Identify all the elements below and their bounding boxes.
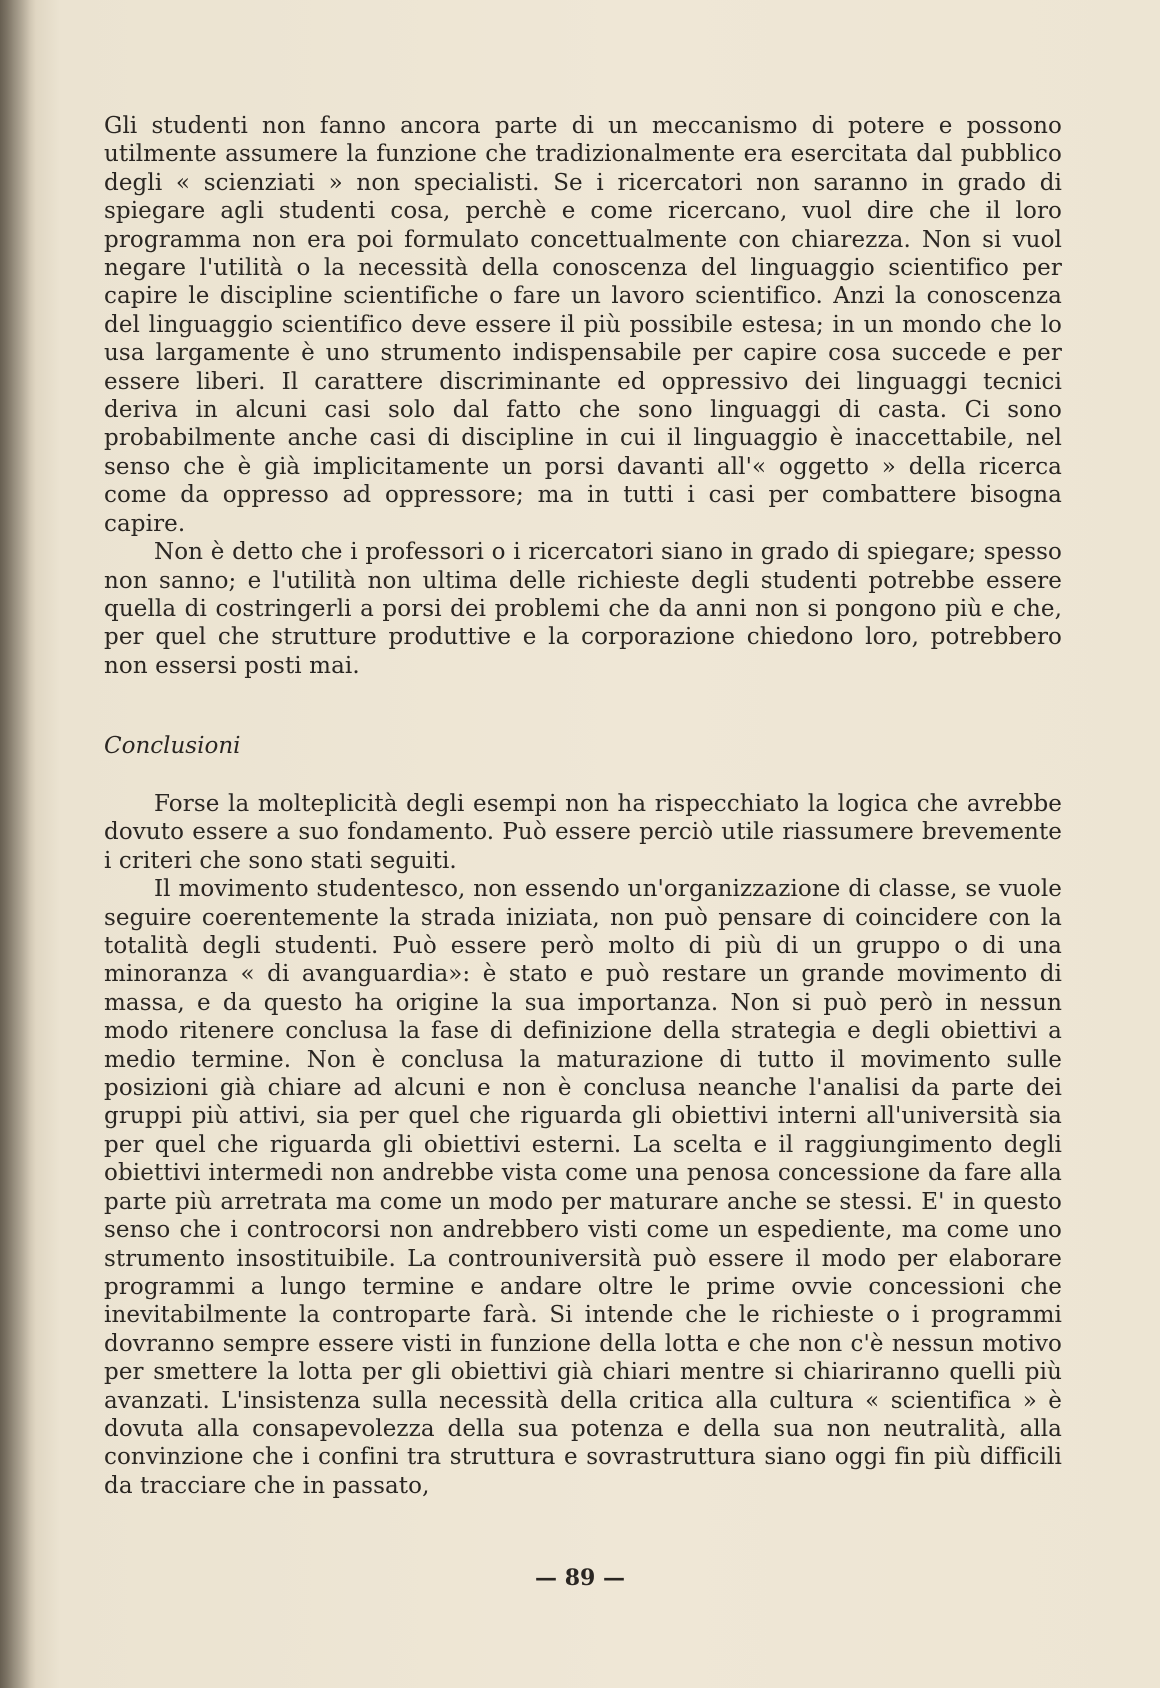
paragraph: Il movimento studentesco, non essendo un'organizzazione di classe, se vuole seguire coerentemente la strada iniziata, non può pensare di coincidere con la totalità degli studenti. Può essere però molto di più di un gruppo o di una minoranza « di avanguardia»: è stato e può restare un grande movimento di massa, e da questo ha origine la sua importanza. Non si può però in nessun modo ritenere conclusa la fase di definizione della strategia e degli obiettivi a medio termine. Non è conclusa la maturazione di tutto il movimento sulle posizioni già chiare ad alcuni e non è conclusa neanche l'analisi da parte dei gruppi più attivi, sia per quel che riguarda gli obiettivi interni all'università sia per quel che riguarda gli obiettivi esterni. La scelta e il raggiungimento degli obiettivi intermedi non andrebbe vista come una penosa concessione da fare alla parte più arretrata ma come un modo per maturare anche se stessi. E' in questo senso che i controcorsi non andrebbero visti come un espediente, ma come uno strumento insostituibile. La controuniversità può essere il modo per elaborare programmi a lungo termine e andare oltre le prime ovvie concessioni che inevitabilmente la controparte farà. Si intende che le richieste o i programmi dovranno sempre essere visti in funzione della lotta e che non c'è nessun motivo per smettere la lotta per gli obiettivi già chiari mentre si chiariranno quelli più avanzati. L'insistenza sulla necessità della critica alla cultura « scientifica » è dovuta alla consapevolezza della sua potenza e della sua non neutralità, alla convinzione che i confini tra struttura e sovrastruttura siano oggi fin più difficili da tracciare che in passato,: [104, 876, 1062, 1499]
paragraph: Forse la molteplicità degli esempi non ha rispecchiato la logica che avrebbe dovuto essere a suo fondamento. Può essere perciò utile riassumere brevemente i criteri che sono stati seguiti.: [104, 791, 1062, 874]
section-heading: Conclusioni: [104, 733, 241, 759]
text-block-top: [104, 112, 1062, 680]
text-block-bottom: [104, 790, 1062, 1500]
paragraph: Gli studenti non fanno ancora parte di un meccanismo di potere e possono utilmente assumere la funzione che tradizionalmente era esercitata dal pubblico degli « scienziati » non specialisti. Se i ricercatori non saranno in grado di spiegare agli studenti cosa, perchè e come ricercano, vuol dire che il loro programma non era poi formulato concettualmente con chiarezza. Non si vuol negare l'utilità o la necessità della conoscenza del linguaggio scientifico per capire le discipline scientifiche o fare un lavoro scientifico. Anzi la conoscenza del linguaggio scientifico deve essere il più possibile estesa; in un mondo che lo usa largamente è uno strumento indispensabile per capire cosa succede e per essere liberi. Il carattere discriminante ed oppressivo dei linguaggi tecnici deriva in alcuni casi solo dal fatto che sono linguaggi di casta. Ci sono probabilmente anche casi di discipline in cui il linguaggio è inaccettabile, nel senso che è già implicitamente un porsi davanti all'« oggetto » della ricerca come da oppresso ad oppressore; ma in tutti i casi per combattere bisogna capire.: [104, 113, 1062, 537]
paragraph: Non è detto che i professori o i ricercatori siano in grado di spiegare; spesso non sanno; e l'utilità non ultima delle richieste degli studenti potrebbe essere quella di costringerli a porsi dei problemi che da anni non si pongono più e che, per quel che strutture produttive e la corporazione chiedono loro, potrebbero non essersi posti mai.: [104, 539, 1062, 679]
page-number: — 89 —: [535, 1565, 625, 1591]
